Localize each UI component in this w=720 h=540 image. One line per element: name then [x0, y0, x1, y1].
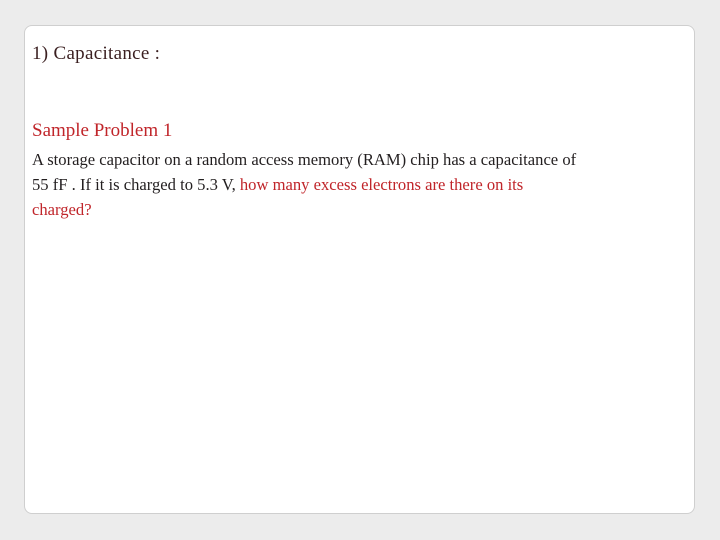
- problem-question-end: charged?: [32, 200, 92, 219]
- problem-line-1: A storage capacitor on a random access memory (RAM) chip has a capacitance of: [32, 150, 577, 169]
- slide-heading: 1) Capacitance :: [32, 43, 161, 64]
- problem-line-2: 55 fF . If it is charged to 5.3 V,: [32, 175, 240, 194]
- sample-problem-title: Sample Problem 1: [32, 120, 173, 141]
- problem-question: how many excess electrons are there on its: [239, 175, 524, 194]
- slide-panel: [24, 25, 695, 514]
- problem-statement: [32, 147, 692, 222]
